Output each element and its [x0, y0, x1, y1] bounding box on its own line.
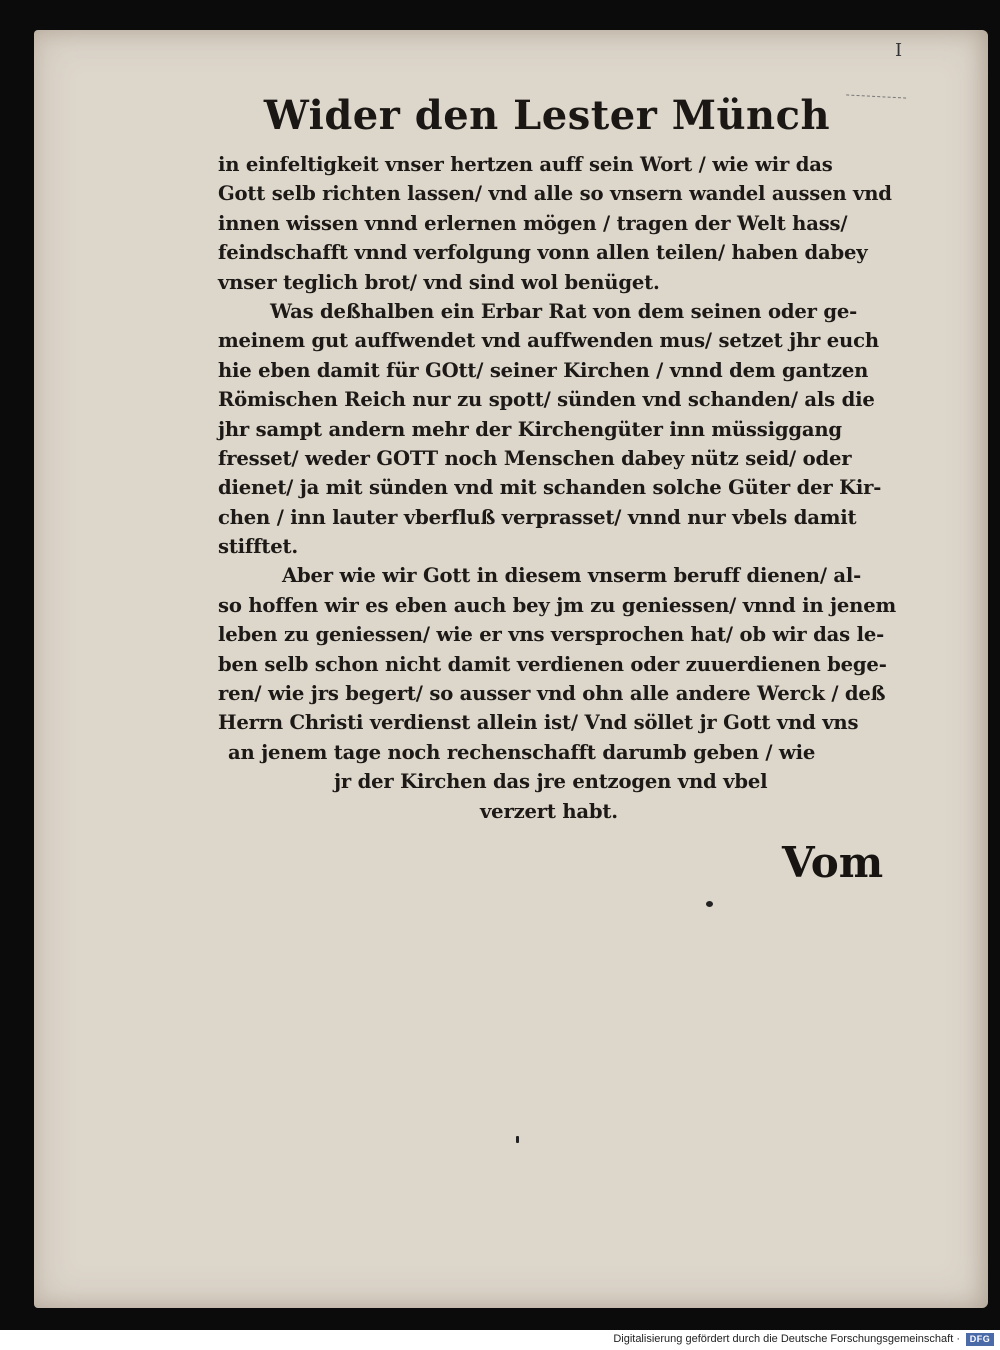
ink-speck	[516, 1136, 519, 1143]
text-line: Aber wie wir Gott in diesem vnserm beruff dienen/ al-	[282, 564, 862, 588]
text-line: feindschafft vnnd verfolgung vonn allen teilen/ haben dabey	[218, 241, 868, 265]
dfg-logo-icon: DFG	[966, 1333, 994, 1346]
body-text	[218, 150, 897, 826]
text-line: jr der Kirchen das jre entzogen vnd vbel	[334, 770, 768, 794]
text-line: ben selb schon nicht damit verdienen oder zuuerdienen bege-	[218, 652, 887, 676]
text-line: in einfeltigkeit vnser hertzen auff sein Wort / wie wir das	[218, 153, 833, 176]
catchword: Vom	[782, 838, 884, 887]
text-line: hie eben damit für GOtt/ seiner Kirchen / vnnd dem gantzen	[218, 358, 869, 382]
running-head: Wider den Lester Münch	[263, 92, 831, 139]
text-line: vnser teglich brot/ vnd sind wol benüget.	[218, 270, 660, 294]
text-line: so hoffen wir es eben auch bey jm zu geniessen/ vnnd in jenem	[218, 593, 897, 617]
text-line: verzert habt.	[480, 799, 618, 823]
funding-notice: Digitalisierung gefördert durch die Deutsche Forschungsgemeinschaft ·	[613, 1333, 960, 1345]
text-line: chen / inn lauter vberfluß verprasset/ vnnd nur vbels damit	[218, 505, 857, 529]
page-corner-mark: I	[895, 40, 903, 61]
text-line: Gott selb richten lassen/ vnd alle so vnsern wandel aussen vnd	[218, 182, 892, 206]
text-line: Römischen Reich nur zu spott/ sünden vnd schanden/ als die	[218, 388, 875, 412]
text-line: ren/ wie jrs begert/ so ausser vnd ohn alle andere Werck / deß	[218, 682, 886, 706]
text-line: Herrn Christi verdienst allein ist/ Vnd söllet jr Gott vnd vns	[218, 711, 859, 735]
text-line: dienet/ ja mit sünden vnd mit schanden solche Güter der Kir-	[218, 476, 882, 500]
footer-bar	[0, 1330, 1000, 1350]
text-line: fresset/ weder GOTT noch Menschen dabey nütz seid/ oder	[218, 446, 852, 470]
text-line: meinem gut auffwendet vnd auffwenden mus/ setzet jhr euch	[218, 329, 879, 353]
ink-speck	[706, 901, 713, 907]
text-line: leben zu geniessen/ wie er vns versprochen hat/ ob wir das le-	[218, 623, 885, 647]
text-line: Was deßhalben ein Erbar Rat von dem seinen oder ge-	[270, 299, 858, 323]
text-line: an jenem tage noch rechenschafft darumb geben / wie	[228, 740, 816, 764]
text-line: jhr sampt andern mehr der Kirchengüter inn müssiggang	[218, 417, 842, 441]
text-line: stifftet.	[218, 535, 298, 559]
text-line: innen wissen vnnd erlernen mögen / tragen der Welt hass/	[218, 211, 848, 235]
